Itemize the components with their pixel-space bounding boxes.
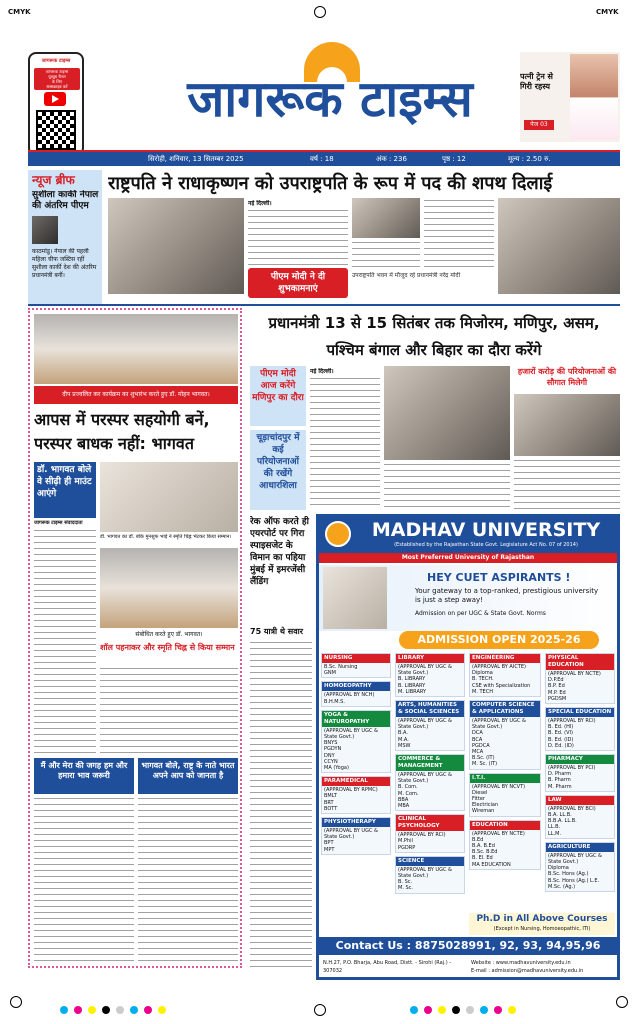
- course-list: (APPROVAL BY UGC & State Govt.) BPT MPT: [324, 828, 378, 853]
- ad-tagline: Most Preferred University of Rajasthan: [319, 553, 617, 563]
- news-brief-headline: सुशीला कार्की नेपाल की अंतरिम पीएम: [32, 190, 99, 211]
- ad-header: [319, 517, 617, 553]
- dateline-bar: [28, 150, 620, 166]
- ad-contact[interactable]: Contact Us : 8875028991, 92, 93, 94,95,96: [319, 937, 617, 955]
- course-block: [545, 707, 615, 751]
- left-blue-box-1: [34, 758, 134, 794]
- left-story-headline: आपस में परस्पर सहयोगी बनें, परस्पर बाधक नहीं: भागवत: [34, 410, 210, 453]
- course-list: (APPROVAL BY UGC & State Govt.) DCA BCA PGDCA MCA B.Sc. (IT) M. Sc. (IT): [472, 718, 526, 768]
- dateline-ank: अंक : 236: [376, 155, 407, 163]
- top-ad-text: पत्नी ट्रेन से गिरी रहस्य: [520, 72, 553, 91]
- mumbai-sub: 75 यात्री थे सवार: [250, 627, 303, 636]
- course-heading: PARAMEDICAL: [322, 777, 390, 786]
- pm-body-col1: [310, 378, 380, 510]
- course-heading: HOMOEOPATHY: [322, 682, 390, 691]
- qr-line-4: सब्सक्राइब करें: [46, 84, 68, 89]
- pm-side-1-box: [250, 366, 306, 426]
- course-block: [395, 653, 465, 697]
- left-side-head-box: [34, 462, 96, 518]
- course-list: (APPROVAL BY UGC & State Govt.) B.A. M.A. MSW: [398, 718, 452, 749]
- pm-right-body: [514, 460, 620, 510]
- left-bottom-body-1: [34, 798, 134, 962]
- course-block: [321, 681, 391, 706]
- pm-headline: प्रधानमंत्री 13 से 15 सितंबर तक मिजोरम, मणिपुर, असम, पश्चिम बंगाल और बिहार का दौरा करेंगे: [268, 314, 600, 359]
- course-heading: COMMERCE & MANAGEMENT: [396, 755, 464, 771]
- news-brief-box: [28, 170, 102, 304]
- pm-side-1: पीएम मोदी आज करेंगे मणिपुर का दौरा: [252, 369, 304, 403]
- course-heading: PHYSIOTHERAPY: [322, 818, 390, 827]
- lead-caption-line: उपराष्ट्रपति भवन में मौजूद रहे प्रधानमंत्री नरेंद्र मोदी: [352, 272, 461, 279]
- course-block: [321, 776, 391, 814]
- news-brief-photo: [32, 216, 58, 244]
- qr-code[interactable]: [36, 110, 76, 150]
- course-heading: PHARMACY: [546, 755, 614, 764]
- lead-caption-2: [352, 242, 420, 268]
- course-block: [545, 795, 615, 839]
- ad-phd: Ph.D in All Above Courses: [476, 914, 608, 924]
- course-block: [321, 653, 391, 678]
- course-list: (APPROVAL BY PCI) D. Pharm B. Pharm M. Pharm: [548, 765, 596, 790]
- course-block: [395, 814, 465, 853]
- pm-right-photo: [514, 394, 620, 456]
- registration-mark-top: [314, 6, 326, 18]
- pm-side-2: चूड़ाचांदपुर में कई परियोजनाओं की रखेंगे आधारशिला: [256, 433, 300, 491]
- left-story-subhead: शॉल पहनाकर और स्मृति चिह्न से किया सम्मान: [100, 643, 235, 652]
- pm-body-col2: [384, 464, 510, 510]
- left-blue-box-2: [138, 758, 238, 794]
- pm-right-head: हजारों करोड़ की परियोजनाओं की सौगात मिलेगी: [517, 367, 617, 387]
- dateline-varsh: वर्ष : 18: [310, 155, 334, 163]
- ad-admission-banner: ADMISSION OPEN 2025-26: [399, 631, 599, 649]
- dateline-place: सिरोही, शनिवार, 13 सितम्बर 2025: [148, 155, 244, 163]
- ad-students-photo: [323, 567, 387, 629]
- lead-caption-box-text: पीएम मोदी ने दी शुभकामनाएं: [270, 272, 326, 294]
- course-heading: EDUCATION: [470, 821, 540, 830]
- course-heading: ENGINEERING: [470, 654, 540, 663]
- divider: [28, 304, 620, 306]
- top-ad-tag: पेज 03: [524, 120, 554, 130]
- course-list: (APPROVAL BY RPMC) BMLT BRT BOTT: [324, 787, 378, 812]
- qr-line-3: के लिए: [51, 79, 63, 84]
- qr-brand: जागरूक टाइम्स: [41, 58, 71, 64]
- course-heading: LIBRARY: [396, 654, 464, 663]
- course-block: [469, 653, 541, 697]
- course-list: (APPROVAL BY UGC & State Govt.) Diploma B.Sc. Hons (Ag.) B.Sc. Hons (Ag.) L.E. M.Sc. (Ag.): [548, 852, 602, 890]
- top-ad-photo: [570, 54, 618, 140]
- university-logo-icon: [325, 521, 351, 547]
- color-swatches-left: [60, 1006, 230, 1014]
- course-heading: I.T.I.: [470, 774, 540, 783]
- course-block: [395, 700, 465, 751]
- lead-body-col1: [248, 210, 348, 266]
- mumbai-body: [250, 642, 312, 968]
- madhav-ad[interactable]: [316, 514, 620, 980]
- ad-university-name: MADHAV UNIVERSITY: [371, 519, 601, 541]
- lead-body-col2: [424, 200, 494, 268]
- registration-mark-bottom: [314, 1004, 326, 1016]
- course-block: [395, 754, 465, 811]
- ad-established: (Established by the Rajasthan State Govt. Legislature Act No. 07 of 2014): [394, 542, 578, 548]
- course-block: [321, 710, 391, 773]
- course-list: B.Sc. Nursing GNM: [324, 664, 358, 677]
- course-list: (APPROVAL BY NCVT) Diesel Fitter Electrician Wireman: [472, 783, 526, 815]
- course-list: (APPROVAL BY NCTE) D.P.Ed B.P. Ed M.P. Ed PGDSM: [548, 671, 601, 702]
- course-list: (APPROVAL BY RCI) B. Ed. (HI) B. Ed. (VI) B. Ed. (ID) D. Ed. (ID): [548, 718, 596, 749]
- pm-photo: [384, 366, 510, 460]
- course-list: (APPROVAL BY NCTE) B.Ed B.A. B.Ed B.Sc. B.Ed B. El. Ed MA EDUCATION: [472, 830, 525, 868]
- ad-phd-note: (Except in Nursing, Homoeopathic, ITI): [493, 926, 591, 932]
- youtube-icon: [44, 92, 66, 106]
- course-heading: ARTS, HUMANITIES & SOCIAL SCIENCES: [396, 701, 464, 717]
- left-story-photo-caption: दीप प्रज्वलित कर कार्यक्रम का शुभारंभ करते हुए डॉ. मोहन भागवत।: [34, 386, 238, 404]
- corner-mark-left: CMYK: [8, 8, 31, 16]
- ad-course-grid: [319, 651, 617, 913]
- course-heading: CLINICAL PSYCHOLOGY: [396, 815, 464, 831]
- course-block: [469, 820, 541, 870]
- course-block: [469, 773, 541, 817]
- registration-mark-bl: [10, 996, 22, 1008]
- ad-hey2: Your gateway to a top-ranked, prestigious university is just a step away!: [415, 587, 599, 604]
- ad-address: N.H.27, P.O. Bharja, Abu Road, Distt. - Sirohi (Raj.) - 307032: [323, 960, 452, 974]
- left-side-body: [34, 530, 96, 754]
- left-story-body: [100, 668, 238, 754]
- masthead-title: जागरूक टाइम्स: [187, 70, 473, 128]
- lead-photo-2: [352, 198, 420, 238]
- course-heading: SPECIAL EDUCATION: [546, 708, 614, 717]
- ad-email[interactable]: E-mail : admission@madhavuniversity.edu.in: [471, 968, 584, 974]
- left-story-photo-2: [100, 462, 238, 532]
- left-story-photo-3: [100, 548, 238, 628]
- course-list: (APPROVAL BY UGC & State Govt.) B. Sc. M. Sc.: [398, 866, 452, 892]
- dateline-prishth: पृष्ठ : 12: [442, 155, 466, 163]
- color-swatches-right: [410, 1006, 580, 1014]
- news-brief-lead: काठमांडू। नेपाल की पहली महिला चीफ जस्टिस रहीं सुशीला कार्की देश की अंतरिम प्रधानमंत्री बनीं।: [32, 248, 97, 279]
- course-list: (APPROVAL BY RCI) M.Phil PGDRP: [398, 832, 446, 851]
- course-heading: COMPUTER SCIENCE & APPLICATIONS: [470, 701, 540, 717]
- left-side-byline: जागरूक टाइम्स संवाददाता: [34, 520, 83, 526]
- course-block: [545, 653, 615, 704]
- qr-promo-panel: [34, 68, 80, 90]
- lead-headline: राष्ट्रपति ने राधाकृष्णन को उपराष्ट्रपति के रूप में पद की शपथ दिलाई: [108, 173, 553, 194]
- lead-photo-3: [498, 198, 620, 294]
- ad-hero: [319, 565, 617, 631]
- course-block: [321, 817, 391, 855]
- left-blue-box-2-text: भागवत बोले, राष्ट्र के नाते भारत अपने आप को जानता है: [141, 761, 235, 780]
- course-list: (APPROVAL BY UGC & State Govt.) B. LIBRARY B. LIBRARY M. LIBRARY: [398, 664, 452, 695]
- registration-mark-br: [616, 996, 628, 1008]
- ad-col-4: [545, 653, 615, 911]
- left-story-caption-3: संबोधित करते हुए डॉ. भागवत।: [135, 631, 203, 638]
- ad-col-3: [469, 653, 541, 911]
- pm-side-2-box: [250, 430, 306, 510]
- left-story-photo: [34, 314, 238, 384]
- ad-open-note: Admission on per UGC & State Govt. Norms: [415, 610, 546, 617]
- course-list: (APPROVAL BY BCI) B.A. LL.B. B.B.A. LL.B. LL.B. LL.M.: [548, 805, 596, 837]
- course-block: [395, 856, 465, 894]
- course-heading: YOGA & NATUROPATHY: [322, 711, 390, 727]
- course-heading: NURSING: [322, 654, 390, 663]
- ad-hey: HEY CUET ASPIRANTS !: [427, 571, 571, 584]
- left-side-head: डॉ. भागवत बोले वे सीढ़ी ही माउंट आएंगे: [37, 465, 92, 499]
- course-heading: AGRICULTURE: [546, 843, 614, 852]
- qr-line-1: जागरूक टाइम्स: [45, 69, 69, 74]
- course-list: (APPROVAL BY AICTE) Diploma B. TECH. CSE with Specialization M. TECH: [472, 664, 531, 695]
- lead-caption-box: [248, 268, 348, 298]
- course-block: [545, 842, 615, 892]
- course-list: (APPROVAL BY NCH) B.H.M.S.: [324, 692, 375, 705]
- ad-col-1: [321, 653, 391, 911]
- course-heading: LAW: [546, 796, 614, 805]
- news-brief-label: न्यूज ब्रीफ: [32, 173, 75, 187]
- course-block: [545, 754, 615, 792]
- lead-dateline: नई दिल्ली।: [248, 200, 272, 207]
- qr-phone-frame: [28, 52, 84, 156]
- course-list: (APPROVAL BY UGC & State Govt.) B. Com. M. Com. BBA MBA: [398, 772, 452, 810]
- course-list: (APPROVAL BY UGC & State Govt.) BNYS PGDYN DNY CCYN MA (Yoga): [324, 727, 378, 772]
- ad-phd-box: [469, 913, 615, 935]
- course-block: [469, 700, 541, 770]
- corner-mark-right: CMYK: [596, 8, 619, 16]
- left-blue-box-1-text: मैं और मेरा की जगह हम और हमारा भाव जरूरी: [40, 761, 128, 780]
- course-heading: SCIENCE: [396, 857, 464, 866]
- ad-col-2: [395, 653, 465, 911]
- dateline-mulya: मूल्य : 2.50 रु.: [508, 155, 551, 163]
- lead-photo-main: [108, 198, 244, 294]
- pm-dateline: नई दिल्ली।: [310, 368, 334, 375]
- qr-line-2: यूट्यूब चैनल: [48, 74, 66, 79]
- top-ad[interactable]: [520, 52, 620, 142]
- ad-website[interactable]: Website : www.madhavuniversity.edu.in: [471, 960, 571, 966]
- mumbai-headline: रेक ऑफ करते ही एयरपोर्ट पर गिरा स्पाइसजेट के विमान का पहिया मुंबई में इमरजेंसी लैंडिंग: [250, 517, 309, 587]
- left-story-caption-2: डॉ. भागवत का डॉ. बोंके मुनसुफ भाई ने स्मृति चिह्न भेंटकर किया सम्मान।: [100, 534, 232, 540]
- course-heading: PHYSICAL EDUCATION: [546, 654, 614, 670]
- left-bottom-body-2: [138, 798, 238, 962]
